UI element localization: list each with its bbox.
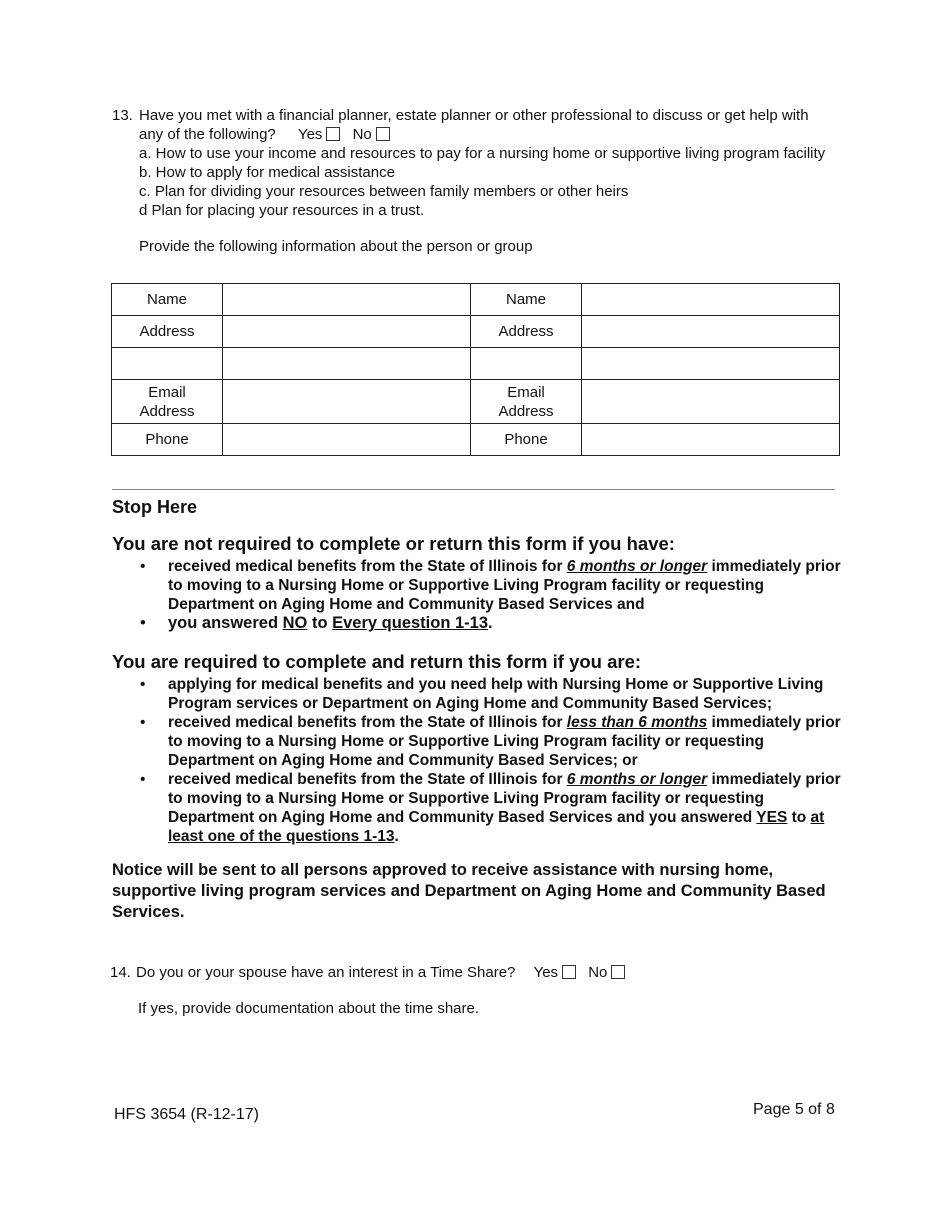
required-section: [112, 651, 852, 846]
email-label: Email Address: [471, 380, 582, 424]
question-14-note: If yes, provide documentation about the time share.: [138, 1000, 480, 1017]
name-label: Name: [112, 284, 223, 316]
name-field-1[interactable]: [223, 284, 471, 316]
email-label: Email Address: [112, 380, 223, 424]
question-14-text: Do you or your spouse have an interest in a Time Share?: [136, 964, 516, 981]
address-label: Address: [471, 316, 582, 348]
q14-no-checkbox[interactable]: [611, 965, 625, 979]
address-field-1[interactable]: [223, 316, 471, 348]
table-row: [112, 380, 840, 424]
yes-label: Yes: [297, 126, 323, 143]
email-field-1[interactable]: [223, 380, 471, 424]
question-13-line2: [112, 125, 872, 144]
no-label: No: [352, 126, 372, 143]
phone-label: Phone: [471, 424, 582, 456]
list-item: • you answered NO to Every question 1-13.: [112, 614, 852, 633]
table-row: [112, 316, 840, 348]
name-field-2[interactable]: [582, 284, 840, 316]
address-line2-field-2[interactable]: [582, 348, 840, 380]
email-field-2[interactable]: [582, 380, 840, 424]
question-13: [112, 106, 872, 220]
list-item: • received medical benefits from the State of Illinois for less than 6 months immediately prior to moving to a Nursing Home or Supportive Living Program facility or requesting Department on Aging Home and Community Based Services; or: [112, 713, 852, 770]
table-row: [112, 424, 840, 456]
question-number: 13.: [112, 107, 133, 124]
divider: [112, 489, 835, 490]
list-item: • received medical benefits from the State of Illinois for 6 months or longer immediately prior to moving to a Nursing Home or Supportive Living Program facility or requesting Department on Aging Home and Community Based Services and: [112, 557, 852, 614]
question-14: [110, 964, 633, 981]
q13-yes-checkbox[interactable]: [326, 127, 340, 141]
phone-field-1[interactable]: [223, 424, 471, 456]
question-number: 14.: [110, 964, 131, 981]
list-item: a. How to use your income and resources to pay for a nursing home or supportive living program facility: [139, 145, 826, 162]
empty-cell: [112, 348, 223, 380]
phone-field-2[interactable]: [582, 424, 840, 456]
address-line2-field-1[interactable]: [223, 348, 471, 380]
q13-no-checkbox[interactable]: [376, 127, 390, 141]
list-item: c. Plan for dividing your resources between family members or other heirs: [139, 183, 629, 200]
no-label: No: [588, 964, 608, 981]
required-list: [112, 675, 852, 846]
address-label: Address: [112, 316, 223, 348]
form-id: HFS 3654 (R-12-17): [114, 1106, 259, 1123]
notice-text: Notice will be sent to all persons approved to receive assistance with nursing home, supportive living program services and Department on Aging Home and Community Based Services.: [112, 861, 826, 921]
not-required-list: [112, 557, 852, 633]
question-13-items: [112, 144, 872, 220]
question-13-text-cont: any of the following?: [139, 126, 276, 143]
professional-contact-table: [111, 283, 840, 456]
list-item: b. How to apply for medical assistance: [139, 164, 395, 181]
yes-label: Yes: [533, 964, 559, 981]
not-required-heading: You are not required to complete or return this form if you have:: [112, 533, 675, 554]
provide-info-instruction: Provide the following information about the person or group: [139, 238, 533, 255]
empty-cell: [471, 348, 582, 380]
table-row: [112, 348, 840, 380]
stop-here-heading: Stop Here: [112, 497, 198, 517]
required-heading: You are required to complete and return this form if you are:: [112, 651, 642, 672]
table-row: [112, 284, 840, 316]
address-field-2[interactable]: [582, 316, 840, 348]
q14-yes-checkbox[interactable]: [562, 965, 576, 979]
list-item: d Plan for placing your resources in a trust.: [139, 202, 425, 219]
list-item: • received medical benefits from the State of Illinois for 6 months or longer immediately prior to moving to a Nursing Home or Supportive Living Program facility or requesting Department on Aging Home and Community Based Services and you answered YES to at least one of the questions 1-13.: [112, 770, 852, 846]
name-label: Name: [471, 284, 582, 316]
list-item: • applying for medical benefits and you need help with Nursing Home or Supportive Living Program services or Department on Aging Home and Community Based Services;: [112, 675, 852, 713]
question-13-text: Have you met with a financial planner, estate planner or other professional to discuss or get help with: [139, 107, 809, 124]
page-number: Page 5 of 8: [753, 1101, 835, 1118]
question-13-line1: [112, 106, 872, 125]
phone-label: Phone: [112, 424, 223, 456]
not-required-section: [112, 533, 852, 633]
